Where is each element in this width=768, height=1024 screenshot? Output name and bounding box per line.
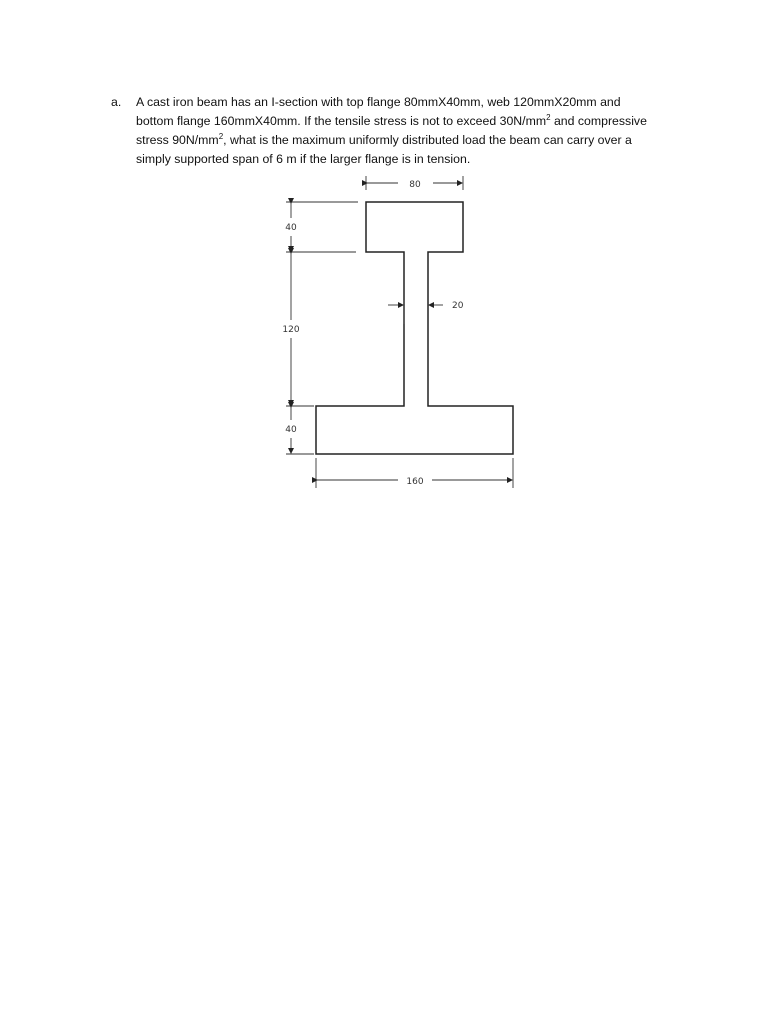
problem-line-1: A cast iron beam has an I-section with top flange 80mmX40mm, web 120mmX20mm and xyxy=(136,95,621,109)
problem-line-3-text-a: stress 90N/mm xyxy=(136,133,219,147)
i-section-outline xyxy=(316,202,513,454)
superscript-squared: 2 xyxy=(218,131,224,141)
problem-line-4: simply supported span of 6 m if the larger flange is in tension. xyxy=(136,152,471,166)
problem-text xyxy=(136,93,671,169)
dim-bottom-flange-width-label: 160 xyxy=(406,477,424,487)
problem-line-3 xyxy=(136,131,671,150)
problem-line-2-text-a: bottom flange 160mmX40mm. If the tensile stress is not to exceed 30N/mm xyxy=(136,114,547,128)
problem-line-2 xyxy=(136,112,671,131)
dim-web-depth-label: 120 xyxy=(282,325,300,335)
dim-web-thickness-label: 20 xyxy=(452,301,464,311)
dim-top-flange-depth-label: 40 xyxy=(285,223,297,233)
superscript-squared: 2 xyxy=(546,112,551,122)
problem-line-3-text-b: , what is the maximum uniformly distributed load the beam can carry over a xyxy=(223,133,632,147)
i-section-drawing xyxy=(270,172,530,494)
dim-top-flange-width-label: 80 xyxy=(409,180,421,190)
list-marker: a. xyxy=(111,95,122,109)
i-section-figure xyxy=(270,172,530,494)
problem-line-2-text-b: and compressive xyxy=(550,114,647,128)
dim-bottom-flange-depth-label: 40 xyxy=(285,425,297,435)
